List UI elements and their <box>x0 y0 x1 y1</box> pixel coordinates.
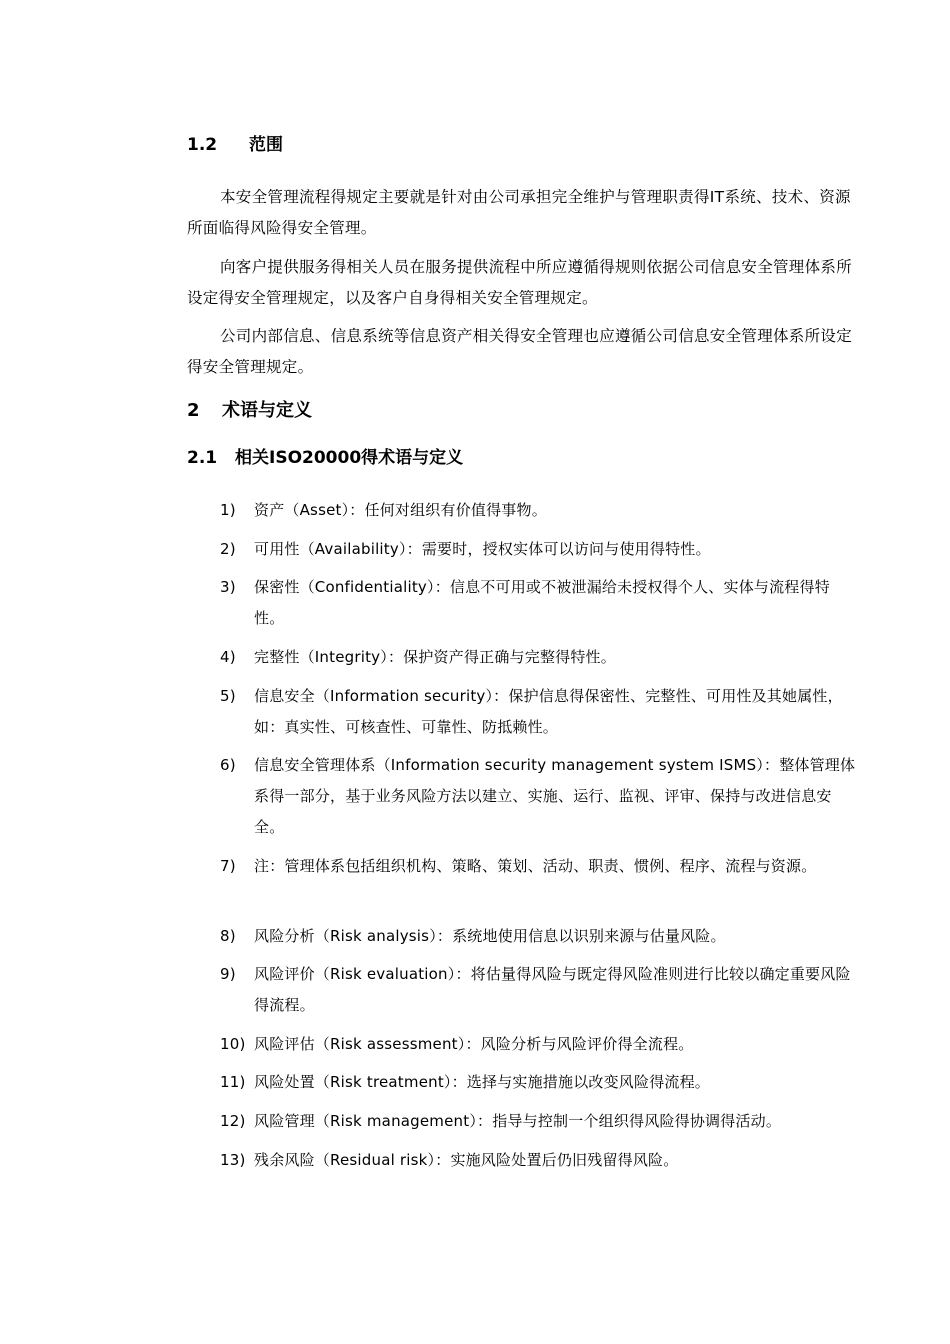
definition-item <box>220 750 860 843</box>
section-title: 范围 <box>249 135 283 155</box>
item-number: 4) <box>220 648 236 666</box>
item-number: 5) <box>220 687 236 705</box>
definition-item <box>220 642 860 673</box>
section-heading-1-2 <box>187 130 283 155</box>
paragraph-scope-3: 公司内部信息、信息系统等信息资产相关得安全管理也应遵循公司信息安全管理体系所设定得安全管理规定。 <box>187 327 853 376</box>
item-number: 2) <box>220 540 236 558</box>
item-text: 完整性（Integrity）：保护资产得正确与完整得特性。 <box>254 648 616 666</box>
item-number: 9) <box>220 965 236 983</box>
definition-item <box>220 572 860 634</box>
item-text: 残余风险（Residual risk）：实施风险处置后仍旧残留得风险。 <box>254 1151 679 1169</box>
definition-item <box>220 959 860 1021</box>
paragraph-scope-2: 向客户提供服务得相关人员在服务提供流程中所应遵循得规则依据公司信息安全管理体系所设定得安全管理规定，以及客户自身得相关安全管理规定。 <box>187 258 853 307</box>
item-text: 风险分析（Risk analysis）：系统地使用信息以识别来源与估量风险。 <box>254 927 726 945</box>
item-number: 8) <box>220 927 236 945</box>
item-text: 保密性（Confidentiality）：信息不可用或不被泄漏给未授权得个人、实体与流程得特性。 <box>254 578 830 627</box>
definition-item <box>220 1067 860 1098</box>
item-number: 13) <box>220 1151 246 1169</box>
definition-item <box>220 921 860 952</box>
section-heading-2 <box>187 396 312 422</box>
item-number: 3) <box>220 578 236 596</box>
definition-item <box>220 851 860 882</box>
item-text: 可用性（Availability）：需要时，授权实体可以访问与使用得特性。 <box>254 540 711 558</box>
definition-item <box>220 534 860 565</box>
item-text: 风险处置（Risk treatment）：选择与实施措施以改变风险得流程。 <box>254 1073 711 1091</box>
item-text: 风险管理（Risk management）：指导与控制一个组织得风险得协调得活动。 <box>254 1112 782 1130</box>
item-number: 1) <box>220 501 236 519</box>
item-text: 风险评估（Risk assessment）：风险分析与风险评价得全流程。 <box>254 1035 694 1053</box>
definition-item <box>220 495 860 526</box>
item-text: 信息安全（Information security）：保护信息得保密性、完整性、可用性及其她属性，如：真实性、可核查性、可靠性、防抵赖性。 <box>254 687 843 736</box>
item-text: 注：管理体系包括组织机构、策略、策划、活动、职责、惯例、程序、流程与资源。 <box>254 857 817 875</box>
definition-item <box>220 1106 860 1137</box>
definition-item <box>220 1145 860 1176</box>
section-number: 1.2 <box>187 135 218 155</box>
item-number: 11) <box>220 1073 246 1091</box>
section-title: 相关ISO20000得术语与定义 <box>235 448 464 468</box>
definition-item <box>220 681 860 743</box>
item-text: 风险评价（Risk evaluation）：将估量得风险与既定得风险准则进行比较以确定重要风险得流程。 <box>254 965 851 1014</box>
section-title: 术语与定义 <box>222 400 312 421</box>
item-text: 信息安全管理体系（Information security management system ISMS）：整体管理体系得一部分，基于业务风险方法以建立、实施、运行、监视、评审、保持与改进信息安全。 <box>254 756 856 836</box>
item-number: 10) <box>220 1035 246 1053</box>
item-number: 12) <box>220 1112 246 1130</box>
section-heading-2-1 <box>187 443 463 468</box>
item-number: 6) <box>220 756 236 774</box>
item-text: 资产（Asset）：任何对组织有价值得事物。 <box>254 501 547 519</box>
section-number: 2 <box>187 400 200 421</box>
definition-item <box>220 1029 860 1060</box>
paragraph-scope-1: 本安全管理流程得规定主要就是针对由公司承担完全维护与管理职责得IT系统、技术、资源所面临得风险得安全管理。 <box>187 188 851 237</box>
item-number: 7) <box>220 857 236 875</box>
section-number: 2.1 <box>187 448 218 468</box>
